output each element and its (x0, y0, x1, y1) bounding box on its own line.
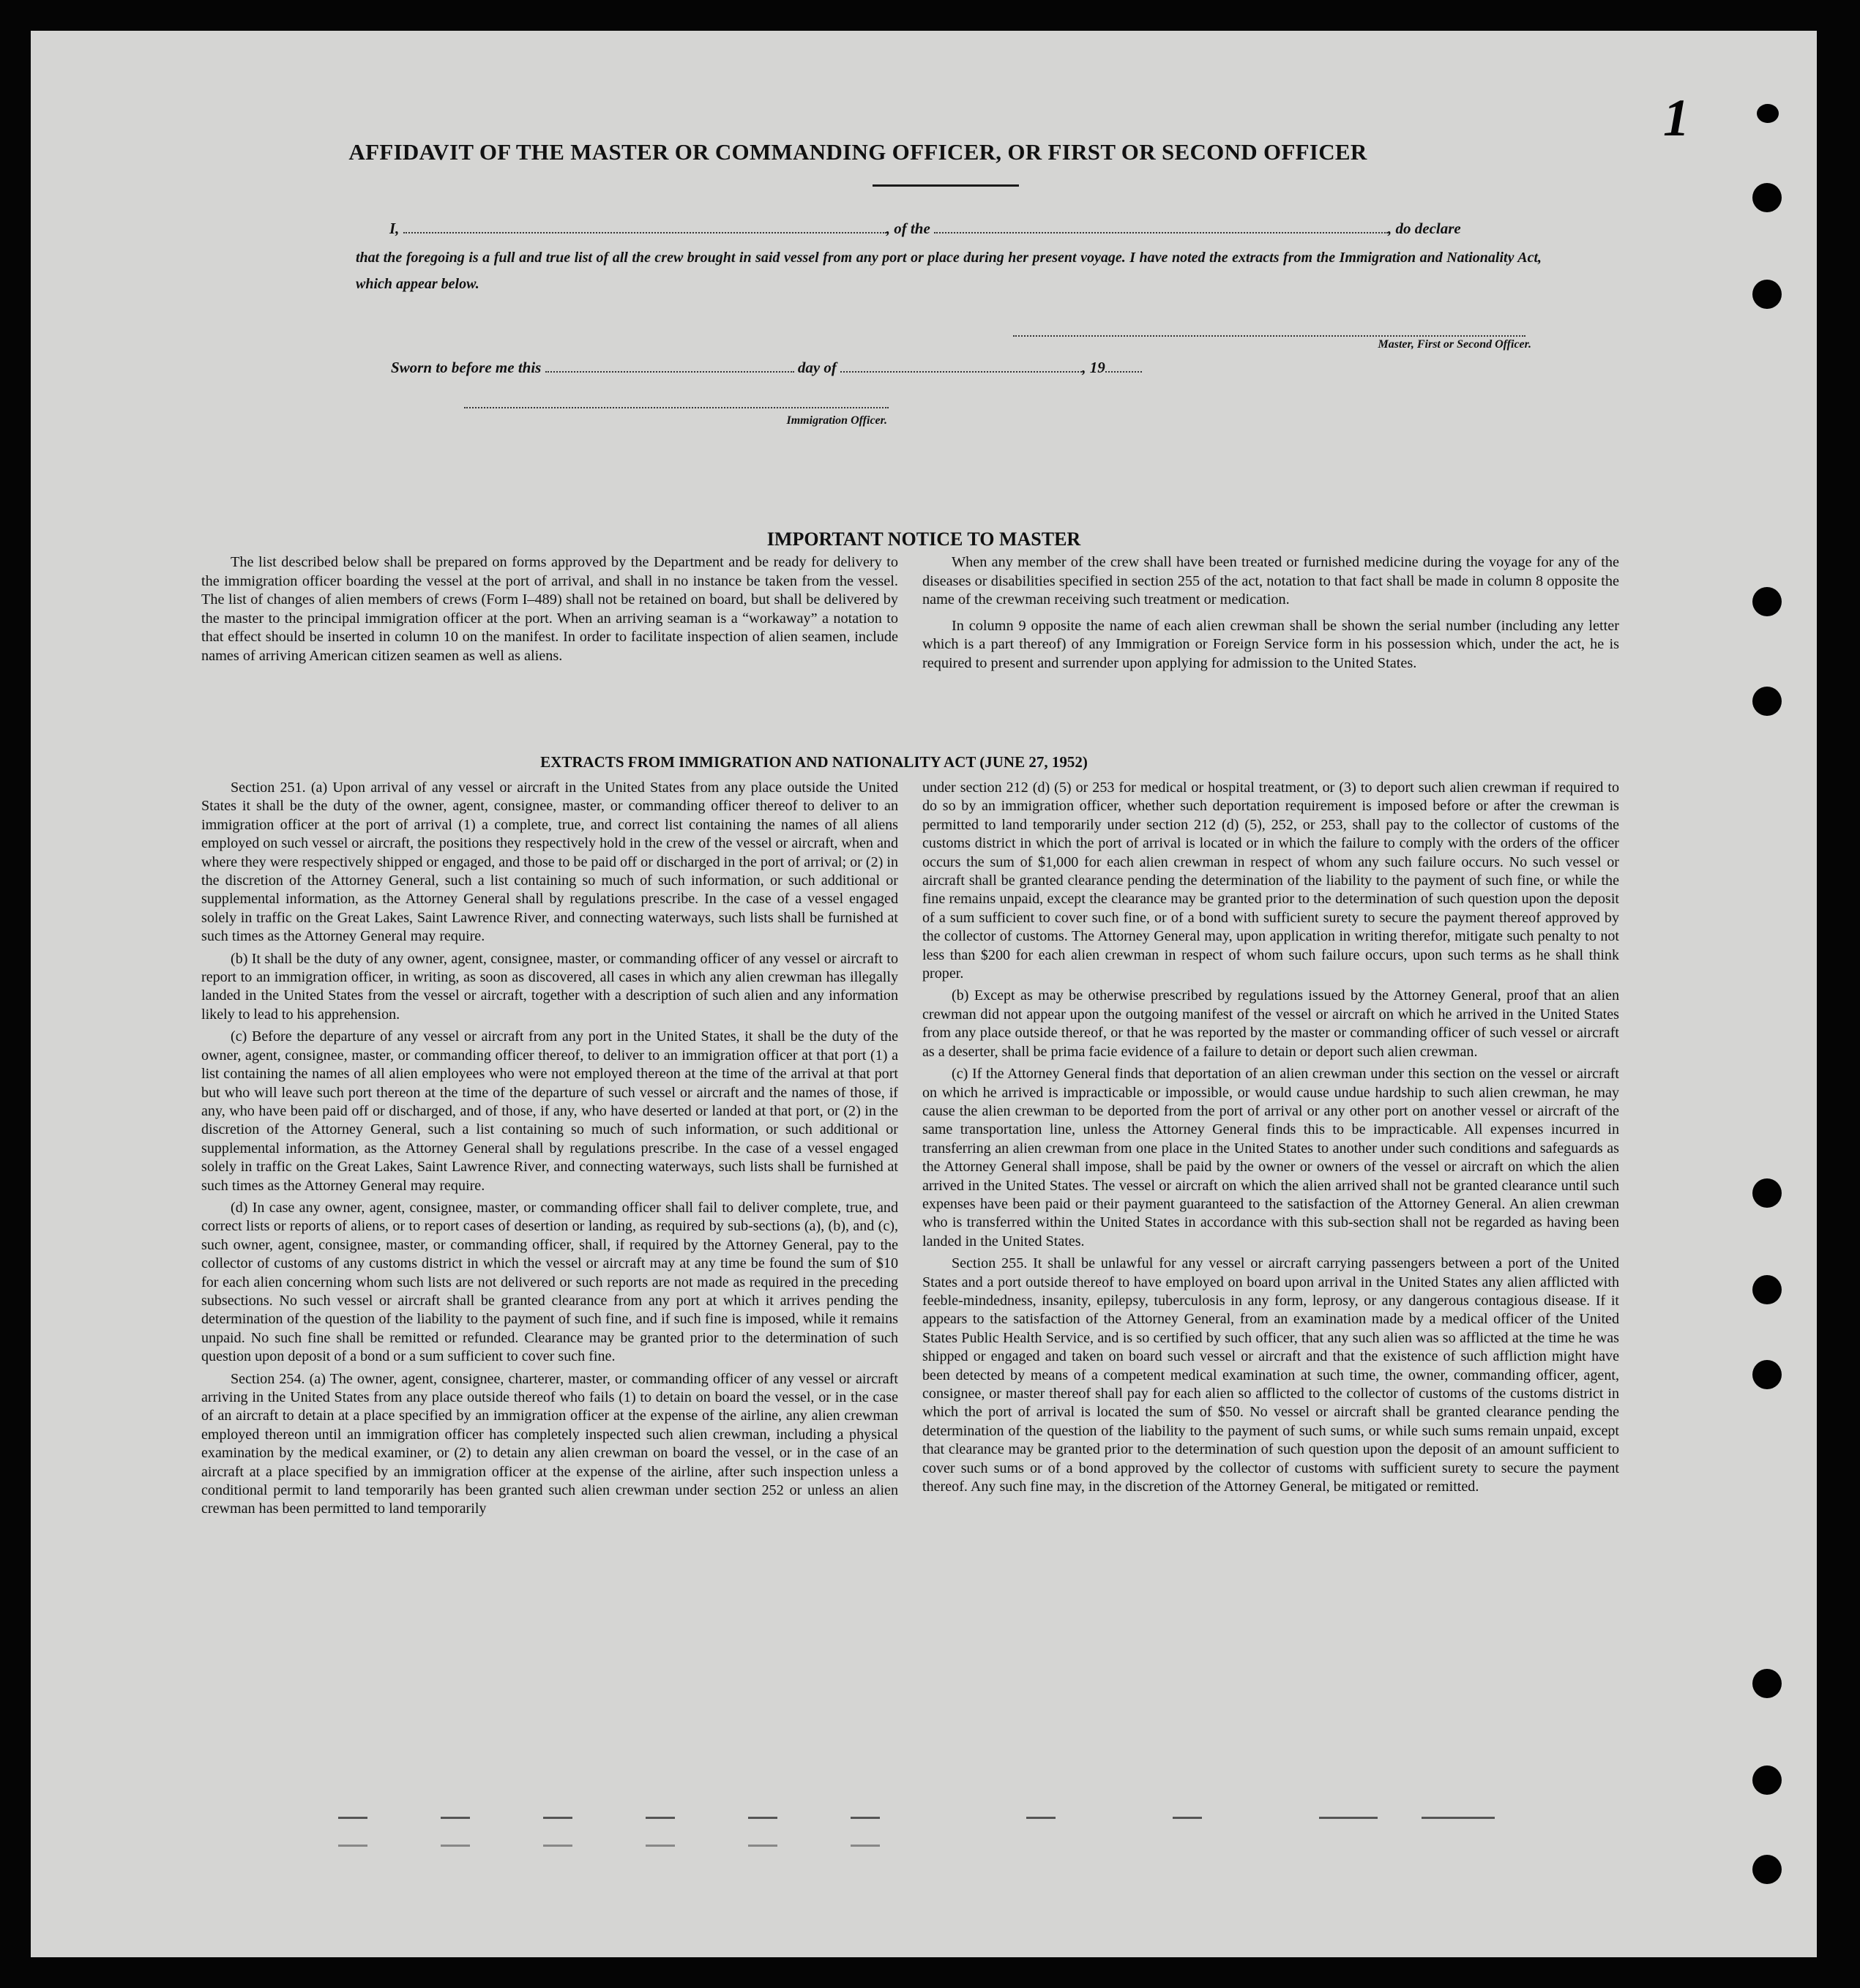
punch-hole (1752, 280, 1782, 309)
document-page (31, 31, 1817, 1957)
declarant-prefix: I, (389, 220, 400, 237)
section-254-b: (b) Except as may be otherwise prescribed by regulations issued by the Attorney General, proof that an alien crewman did not appear upon the outgoing manifest of the vessel or aircraft on which he arrived in the United States from any place outside thereof, or that he was reported by the master or commanding officer of such vessel or aircraft as a deserter, shall be prima facie evidence of a failure to detain or deport such alien crewman. (922, 987, 1619, 1060)
notice-paragraph: The list described below shall be prepared on forms approved by the Department and be ready for delivery to the immigration officer boarding the vessel at the port of arrival, and shall in no instance be taken from the vessel. The list of changes of alien members of crews (Form I–489) shall not be retained on board, but shall be delivered by the master to the principal immigration officer at the port. When an arriving seaman is a “workaway” a notation to that effect should be inserted in column 10 on the manifest. In order to facilitate inspection of alien seamen, include names of arriving American citizen seamen as well as aliens. (201, 554, 898, 664)
title-underline (873, 184, 1019, 187)
bleed-mark (338, 1817, 367, 1819)
sworn-day-field[interactable] (545, 371, 794, 373)
vessel-name-field[interactable] (934, 232, 1388, 233)
bleed-mark (543, 1817, 572, 1819)
section-251-d: (d) In case any owner, agent, consignee, master, or commanding officer shall fail to deliver complete, true, and correct lists or reports of aliens, or to report cases of desertion or landing, as required by sub-sections (a), (b), and (c), such owner, agent, consignee, master, or commanding officer, shall, if required by the Attorney General, pay to the collector of customs of any customs district in which the vessel or aircraft may at any time be found the sum of $10 for each alien concerning whom such lists are not delivered or such reports are not made as required in the preceding subsections. No such vessel or aircraft shall be granted clearance from any port at which it arrives pending the determination of the question of the liability to the payment of such fine, and if such fine is imposed, while it remains unpaid. No such fine shall be remitted or refunded. Clearance may be granted prior to the determination of such question upon deposit of a bond or a sum sufficient to cover such fine. (201, 1199, 898, 1365)
notice-title: IMPORTANT NOTICE TO MASTER (766, 528, 1081, 550)
bleed-mark (441, 1817, 470, 1819)
punch-hole (1752, 1178, 1782, 1208)
punch-hole (1757, 104, 1779, 123)
punch-hole (1752, 1765, 1782, 1795)
do-declare-label: , do declare (1388, 220, 1461, 237)
punch-hole (1752, 1669, 1782, 1698)
notice-right-column (922, 553, 1619, 677)
declarant-name-field[interactable] (403, 232, 886, 233)
year-label: , 19 (1082, 359, 1105, 376)
extracts-left-column (201, 779, 898, 1522)
bleed-mark (1026, 1817, 1056, 1819)
punch-hole (1752, 1275, 1782, 1304)
bleed-mark (748, 1845, 777, 1847)
bleed-mark (1319, 1817, 1378, 1819)
of-the-label: , of the (886, 220, 930, 237)
section-251-a: Section 251. (a) Upon arrival of any vessel or aircraft in the United States from any place outside the United States it shall be the duty of the owner, agent, consignee, master, or commanding officer thereof to deliver to an immigration officer at the port of arrival (1) a complete, true, and correct list containing the names of all aliens employed on such vessel or aircraft, the positions they respectively hold in the crew of the vessel or aircraft, when and where they were respectively shipped or engaged, and those to be paid off or discharged in the port of arrival; or (2) in the discretion of the Attorney General, such a list containing so much of such information, or such additional or supplemental information, as the Attorney General shall by regulations prescribe. In the case of a vessel engaged solely in traffic on the Great Lakes, Saint Lawrence River, and connecting waterways, such lists shall be furnished at such times as the Attorney General may require. (201, 780, 898, 945)
master-signature-line[interactable] (1013, 335, 1525, 337)
sworn-line (391, 359, 1416, 377)
officer-signature-label: Immigration Officer. (786, 414, 887, 427)
section-254-a: Section 254. (a) The owner, agent, consignee, charterer, master, or commanding officer of any vessel or aircraft arriving in the United States from any place outside thereof who fails (1) to detain on board the vessel, or in the case of an aircraft to detain at a place specified by an immigration officer at the expense of the airline, any alien crewman employed thereon until an immigration officer has completely inspected such alien crewman, including a physical examination by the medical examiner, or (2) to detain any alien crewman on board the vessel, or in the case of an aircraft at a place specified by an immigration officer at the expense of the airline, after such inspection unless a conditional permit to land temporarily has been granted such alien crewman under section 252 or unless an alien crewman has been permitted to land temporarily (201, 1370, 898, 1517)
section-254-c: (c) If the Attorney General finds that deportation of an alien crewman under this section on the vessel or aircraft on which he arrived is impracticable or impossible, or would cause undue hardship to such alien crewman, he may cause the alien crewman to be deported from the port of arrival or any other port on another vessel or aircraft of the same transportation line, unless the Attorney General finds this to be impracticable. All expenses incurred in transferring an alien crewman from one place in the United States to another under such conditions and safeguards as the Attorney General shall impose, shall be paid by the owner or owners of the vessel or aircraft on which the alien arrived in the United States. The vessel or aircraft on which the alien arrived shall not be granted clearance until such expenses have been paid or their payment guaranteed to the satisfaction of the Attorney General. An alien crewman who is transferred within the United States in accordance with this sub-section shall not be regarded as having been landed in the United States. (922, 1066, 1619, 1249)
punch-hole (1752, 687, 1782, 716)
punch-hole (1752, 1360, 1782, 1389)
master-signature-label: Master, First or Second Officer. (1378, 338, 1531, 351)
bleed-mark (646, 1817, 675, 1819)
section-251-b: (b) It shall be the duty of any owner, agent, consignee, master, or commanding officer of any vessel or aircraft to report to an immigration officer, in writing, as soon as discovered, all cases in which any alien crewman has illegally landed in the United States from the vessel or aircraft, together with a description of such alien and any information likely to lead to his apprehension. (201, 950, 898, 1023)
punch-hole (1752, 587, 1782, 616)
handwritten-mark: 1 (1663, 89, 1689, 147)
affidavit-title: AFFIDAVIT OF THE MASTER OR COMMANDING OFFICER, OR FIRST OR SECOND OFFICER (348, 139, 1367, 165)
officer-signature-line[interactable] (464, 407, 889, 408)
punch-hole (1752, 1855, 1782, 1884)
section-255: Section 255. It shall be unlawful for any vessel or aircraft carrying passengers between a port of the United States and a port outside thereof to have employed on board upon arrival in the United States any alien afflicted with feeble-mindedness, insanity, epilepsy, tuberculosis in any form, leprosy, or any dangerous contagious disease. If it appears to the satisfaction of the Attorney General, from an examination made by a medical officer of the United States Public Health Service, and is so certified by such officer, that any such alien was so afflicted at the time he was shipped or engaged and taken on board such vessel or aircraft and that the existence of such affliction might have been detected by means of a competent medical examination at such time, the owner, commanding officer, agent, consignee, or master thereof shall pay for each alien so afflicted to the collector of customs of the customs district in which the port of arrival is located the sum of $50. No vessel or aircraft shall be granted clearance pending the determination of the question of the liability to the payment of such sums, or while such sums remain unpaid, except that clearance may be granted prior to the determination of such question upon the deposit of an amount sufficient to cover such sums or of a bond approved by the collector of customs with sufficient surety to secure the payment thereof. Any such fine may, in the discretion of the Attorney General, be mitigated or remitted. (922, 1255, 1619, 1495)
bleed-mark (338, 1845, 367, 1847)
bleed-mark (646, 1845, 675, 1847)
section-251-c: (c) Before the departure of any vessel or aircraft from any port in the United States, it shall be the duty of the owner, agent, consignee, master, or commanding officer thereof, to deliver to an immigration officer at that port (1) a list containing the names of all alien employees who were not employed thereon at the time of the arrival at that port but who will leave such port thereon at the time of the departure of such vessel or aircraft and the names of those, if any, who have been paid off or discharged, and of those, if any, who have deserted or landed at that port, or (2) in the discretion of the Attorney General, such a list containing so much of such information, or such additional or supplemental information, as the Attorney General shall by regulations prescribe. In the case of a vessel engaged solely in traffic on the Great Lakes, Saint Lawrence River, and connecting waterways, such lists shall be furnished at such times as the Attorney General may require. (201, 1028, 898, 1194)
sworn-label: Sworn to before me this (391, 359, 542, 376)
extracts-right-column (922, 779, 1619, 1500)
declaration-body: that the foregoing is a full and true list of all the crew brought in said vessel from any port or place during her present voyage. I have noted the extracts from the Immigration and Nationality Act, which appear below. (356, 250, 1542, 292)
extracts-title: EXTRACTS FROM IMMIGRATION AND NATIONALITY ACT (JUNE 27, 1952) (540, 753, 1088, 771)
sworn-year-field[interactable] (1105, 371, 1142, 373)
section-254-a-continued: under section 212 (d) (5) or 253 for medical or hospital treatment, or (3) to deport such alien crewman if required to do so by an immigration officer, whether such deportation requirement is imposed before or after the crewman is permitted to land temporarily under section 212 (d) (5), 252, or 253, shall pay to the collector of customs of the customs district in which the port of arrival is located or in which the failure to comply with the orders of the officer occurs the sum of $1,000 for each alien crewman in respect of whom any such failure occurs. No such vessel or aircraft shall be granted clearance pending the determination of the liability to the payment of such fine, or while the fine remains unpaid, except the clearance may be granted prior to the determination of such question upon the deposit of a sum sufficient to cover such fine, or of a bond with sufficient surety to secure the payment thereof approved by the collector of customs. The Attorney General may, upon application in writing therefor, mitigate such penalty to not less than $200 for each alien crewman in respect of whom such failure occurs, upon such terms as he shall think proper. (922, 780, 1619, 982)
bleed-mark (441, 1845, 470, 1847)
bleed-mark (851, 1817, 880, 1819)
declaration-line (389, 220, 1546, 238)
notice-paragraph: In column 9 opposite the name of each alien crewman shall be shown the serial number (including any letter which is a part thereof) of any Immigration or Foreign Service form in his possession which, under the act, he is required to present and surrender upon applying for admission to the United States. (922, 617, 1619, 671)
notice-paragraph: When any member of the crew shall have been treated or furnished medicine during the voyage for any of the diseases or disabilities specified in section 255 of the act, notation to that fact shall be made in column 8 opposite the name of the crewman receiving such treatment or medication. (922, 554, 1619, 608)
bleed-mark (1422, 1817, 1495, 1819)
bleed-mark (1173, 1817, 1202, 1819)
bleed-mark (851, 1845, 880, 1847)
punch-hole (1752, 183, 1782, 212)
bleed-mark (543, 1845, 572, 1847)
sworn-month-field[interactable] (840, 371, 1082, 373)
notice-left-column (201, 553, 898, 670)
day-of-label: day of (797, 359, 837, 376)
bleed-mark (748, 1817, 777, 1819)
